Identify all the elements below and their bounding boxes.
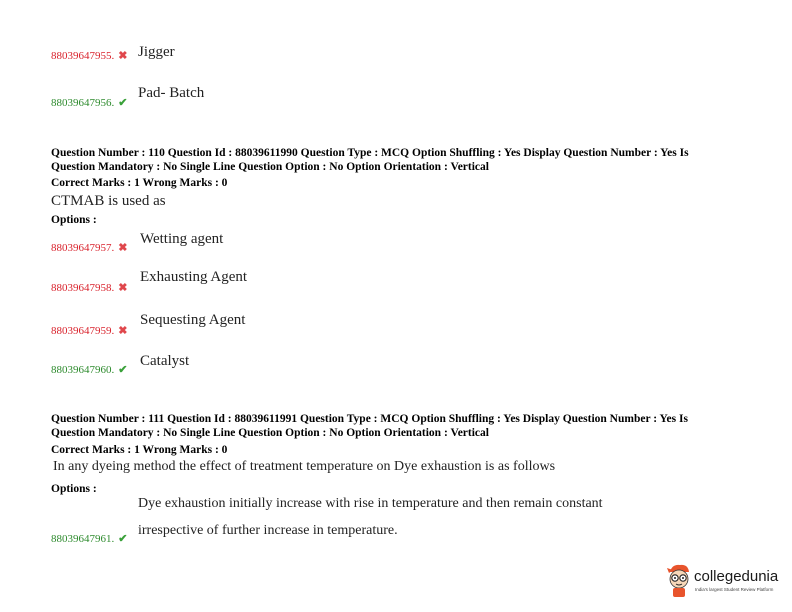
option-id: 88039647955. — [51, 50, 115, 62]
option-text: Pad- Batch — [138, 85, 205, 101]
options-label: Options : — [51, 214, 97, 226]
cross-icon: ✖ — [118, 325, 128, 337]
option-text-line1: Dye exhaustion initially increase with rise in temperature and then remain constant — [138, 496, 603, 511]
check-icon: ✔ — [118, 364, 128, 376]
cross-icon: ✖ — [118, 282, 128, 294]
option-id: 88039647956. — [51, 97, 115, 109]
option-id: 88039647959. — [51, 325, 115, 337]
option-row — [51, 321, 127, 339]
option-text: Jigger — [138, 44, 175, 60]
option-row — [51, 360, 127, 378]
logo-tagline: India's largest Student Review Platform — [695, 587, 774, 592]
question-marks: Correct Marks : 1 Wrong Marks : 0 — [51, 444, 228, 456]
option-row — [51, 529, 127, 547]
option-text-line2: irrespective of further increase in temperature. — [138, 523, 398, 538]
mascot-icon — [664, 562, 694, 598]
question-meta-line: Question Mandatory : No Single Line Question Option : No Option Orientation : Vertical — [51, 161, 489, 173]
option-row — [51, 238, 127, 256]
question-meta-line: Question Number : 110 Question Id : 88039611990 Question Type : MCQ Option Shuffling : Yes Display Question Number : Yes Is — [51, 147, 689, 159]
option-id: 88039647960. — [51, 364, 115, 376]
question-meta-line: Question Number : 111 Question Id : 88039611991 Question Type : MCQ Option Shuffling : Yes Display Question Number : Yes Is — [51, 413, 688, 425]
option-id: 88039647958. — [51, 282, 115, 294]
check-icon: ✔ — [118, 97, 128, 109]
check-icon: ✔ — [118, 533, 128, 545]
question-marks: Correct Marks : 1 Wrong Marks : 0 — [51, 177, 228, 189]
question-text: CTMAB is used as — [51, 193, 166, 209]
option-text: Catalyst — [140, 353, 190, 369]
option-text: Sequesting Agent — [140, 312, 246, 328]
option-id: 88039647961. — [51, 533, 115, 545]
options-label: Options : — [51, 483, 97, 495]
option-id: 88039647957. — [51, 242, 115, 254]
collegedunia-logo — [664, 562, 788, 602]
option-text: Exhausting Agent — [140, 269, 248, 285]
question-meta-line: Question Mandatory : No Single Line Question Option : No Option Orientation : Vertical — [51, 427, 489, 439]
question-text: In any dyeing method the effect of treatment temperature on Dye exhaustion is as follows — [53, 459, 556, 474]
option-row — [51, 46, 127, 64]
option-text: Wetting agent — [140, 231, 224, 247]
cross-icon: ✖ — [118, 50, 128, 62]
option-row — [51, 278, 127, 296]
logo-name: collegedunia — [694, 568, 779, 585]
cross-icon: ✖ — [118, 242, 128, 254]
option-row — [51, 93, 127, 111]
